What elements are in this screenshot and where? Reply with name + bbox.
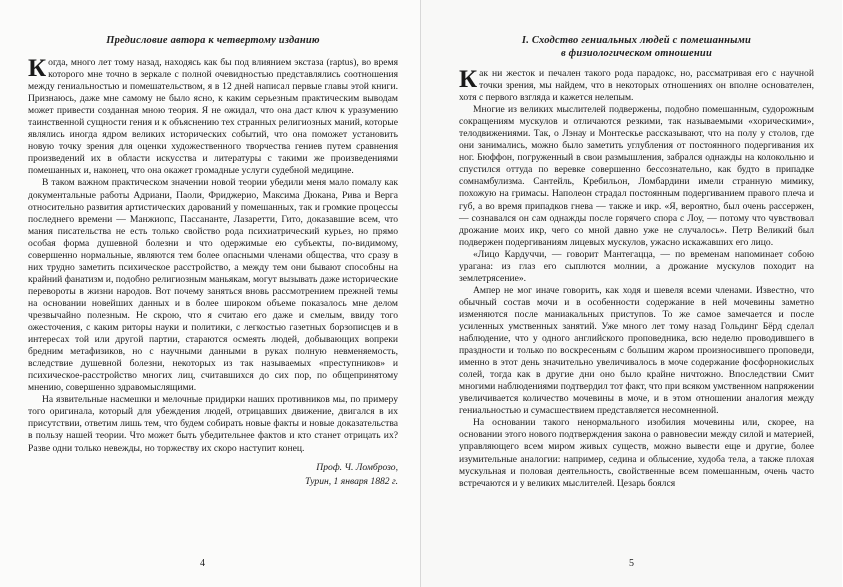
right-paragraph-1: Как ни жесток и печален такого рода парадокс, но, рассматривая его с научной точки зрения, мы найдем, что в некоторых отношениях он вполне основателен, хотя с первого взгляда и кажется нелепым. bbox=[459, 66, 814, 104]
left-page bbox=[0, 0, 421, 587]
left-page-body bbox=[28, 57, 398, 455]
right-paragraph-5: На основании такого ненормального изобилия мочевины или, скорее, на основании этого нового подтверждения закона о равновесии между силой и материей, управляющего всем миром живых существ, можно вывести еще и другие, более изумительные аналогии: например, седина и облысение, худоба тела, а также плохая мускульная и половая деятельность, свойственные всем помешанным, очень часто встречаются и у великих мыслителей. Цезарь боялся bbox=[459, 417, 814, 489]
left-paragraph-1: Когда, много лет тому назад, находясь как бы под влиянием экстаза (raptus), во время которого мне точно в зеркале с полной очевидностью представлялись соотношения между гениальностью и помешательством, я в 12 дней написал первые главы этой книги. Признаюсь, даже мне самому не было ясно, к каким серьезным практическим выводам может привести созданная мною теория. Я не ожидал, что она даст ключ к уразумению таинственной сущности гения и к объяснению тех странных религиозных маний, которые являлись иногда ядром великих исторических событий, что она поможет установить новую точку зрения для оценки художественного творчества гениев путем сравнения произведений их в области искусства и литературы с такими же произведениями помешанных и, наконец, что она окажет громадные услуги судебной медицине. bbox=[28, 55, 398, 177]
left-paragraph-2: В таком важном практическом значении новой теории убедили меня мало помалу как документальные работы Адриани, Паоли, Фриджерио, Максима Дюкана, Рива и Верга относительно развития артистических дарований у помешанных, так и громкие процессы последнего времени — Манжиопс, Пассананте, Лазаретти, Гито, доказавшие всем, что мания писательства не есть только свойство рода психиатрический курьез, но прямо особая форма душевной болезни и что одержимые ею субъекты, по-видимому, совершенно нормальные, являются тем более опасными членами общества, что сразу в них трудно заметить психическое расстройство, а между тем они бывают способны на крайний фанатизм и, подобно религиозным маньякам, могут вызывать даже исторические перевороты в жизни народов. Вот почему заняться вновь рассмотрением прежней темы на основании новейших данных и в более широком объеме показалось мне делом чрезвычайно полезным. Не скрою, что я считаю его даже и смелым, ввиду того ожесточения, с каким риторы науки и политики, с легкостью газетных борзописцев и в интересах той или другой партии, стараются осмеять людей, добывающих вопреки бредним метафизиков, но с научными данными в руках полную невменяемость, вследствие душевной болезни, некоторых из так называемых «преступников» и психическое-расстройство многих лиц, считавшихся до сих пор, по общепринятому мнению, совершенно здравомыслящими. bbox=[28, 177, 398, 394]
right-page-body bbox=[459, 68, 814, 490]
right-paragraph-3: «Лицо Кардуччи, — говорит Мантегацца, — по временам напоминает собою урагана: из глаз его сыплются молнии, а дрожание мускулов походит на землетрясение». bbox=[459, 248, 814, 284]
right-page-number: 5 bbox=[629, 558, 634, 569]
right-page bbox=[421, 0, 842, 587]
left-dropcap: К bbox=[28, 55, 47, 82]
left-page-title: Предисловие автора к четвертому изданию bbox=[106, 35, 320, 46]
right-page-title bbox=[459, 34, 814, 60]
right-dropcap: К bbox=[459, 66, 478, 93]
signature bbox=[28, 461, 398, 489]
right-title-line-2: в физиологическом отношении bbox=[560, 48, 713, 59]
right-paragraph-2: Многие из великих мыслителей подвержены, подобно помешанным, судорожным сокращениям мускулов и отличаются резкими, так называемыми «хорическими», телодвижениями. Так, о Лэнау и Монтескье рассказывают, что на полу у столов, где они занимались, можно было заметить углубления от постоянного подергивания их ног. Бюффон, погруженный в свои размышления, забрался однажды на колокольню и спустился оттуда по веревке совершенно бессознательно, как будто в припадке сомнамбулизма. Сантейль, Кребильон, Ломбардини имели странную мимику, похожую на гримасы. Наполеон страдал постоянным подергиванием правого плеча и губ, а во время припадков гнева — также и икр. «Я, вероятно, был очень рассержен, — сознавался он сам однажды после горячего спора с Лоу, — потому что чувствовал дрожание моих икр, чего со мной давно уже не случалось». Петр Великий был подвержен подергиваниям лицевых мускулов, ужасно искажавших его лицо. bbox=[459, 104, 814, 248]
signature-place: Турин, 1 января 1882 г. bbox=[305, 475, 398, 487]
signature-name: Проф. Ч. Ломброзо, bbox=[316, 461, 398, 473]
right-title-line-1: I. Сходство гениальных людей с помешанными bbox=[521, 35, 752, 46]
left-page-number: 4 bbox=[200, 558, 205, 569]
right-paragraph-4: Ампер не мог иначе говорить, как ходя и шевеля всеми членами. Известно, что обычный состав мочи и в особенности содержание в ней мочевины заметно изменяются после маниакальных приступов. То же самое замечается и после усиленных умственных занятий. Уже много лет тому назад Гольдинг Бёрд сделал наблюдение, что у одного английского проповедника, всю неделю проводившего в праздности и только по воскресеньям с большим жаром произносившего проповеди, именно в этот день значительно увеличивалось в моче содержание фосфорнокислых солей, тогда как в другие дни оно было крайне ничтожно. Впоследствии Смит многими наблюдениями подтвердил тот факт, что при всяком умственном напряжении увеличивается количество мочевины в моче, и в этом отношении аналогия между гениальностью и сумасшествием представляется несомненной. bbox=[459, 284, 814, 417]
left-paragraph-3: На язвительные насмешки и мелочные придирки наших противников мы, по примеру того оригинала, который для убеждения людей, отрицавших движение, двигался в их присутствии, ответим лишь тем, что будем собирать новые факты и новые доказательства в пользу нашей теории. Что может быть убедительнее фактов и кто станет отрицать их? Разве одни только невежды, но торжеству их скоро наступит конец. bbox=[28, 394, 398, 454]
